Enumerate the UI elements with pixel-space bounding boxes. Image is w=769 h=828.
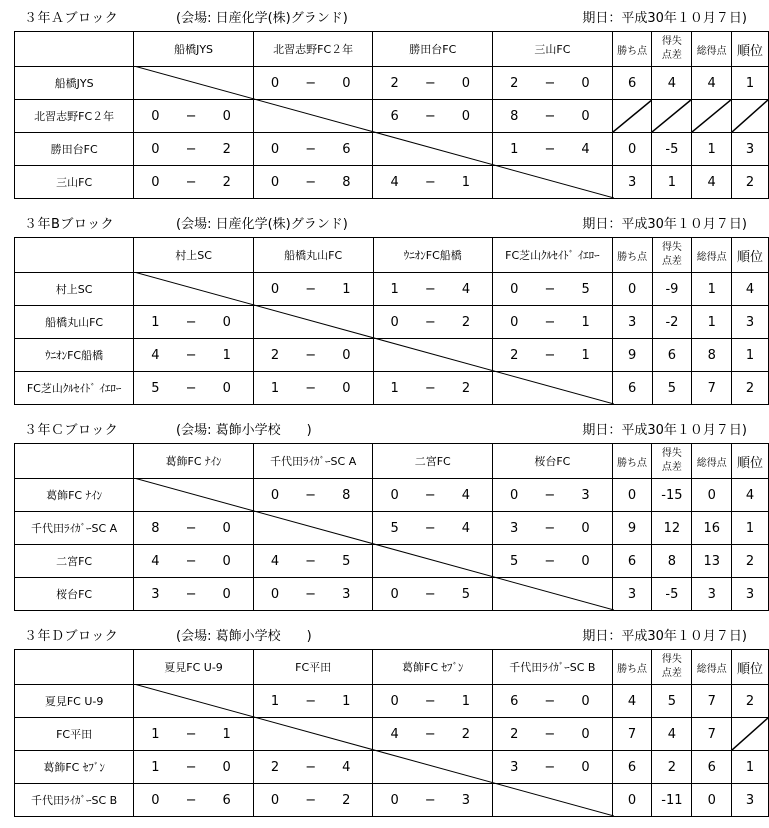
column-team-header: 三山FC <box>493 32 613 67</box>
score-home: 3 <box>510 759 519 775</box>
score-dash: − <box>424 586 436 602</box>
score-dash: − <box>185 759 197 775</box>
stat-wins: 3 <box>612 166 652 199</box>
score-home: 2 <box>390 75 399 91</box>
stat-diff: 5 <box>652 372 692 405</box>
score-away: 8 <box>342 487 351 503</box>
score-dash: − <box>185 520 197 536</box>
score-dash: − <box>424 108 436 124</box>
stat-rank: 4 <box>732 479 769 512</box>
score-home: 1 <box>151 314 160 330</box>
score-home: 0 <box>390 314 399 330</box>
score-dash: − <box>305 693 317 709</box>
stat-rank: 2 <box>732 166 769 199</box>
block-venue: (会場: 葛飾小学校 ) <box>176 423 312 438</box>
score-away: 2 <box>461 380 471 396</box>
score-dash: − <box>305 792 317 808</box>
score-dash: − <box>185 347 197 363</box>
score-away: 0 <box>222 108 231 124</box>
header-wins: 勝ち点 <box>612 650 652 685</box>
header-rank: 順位 <box>732 238 769 273</box>
score-dash: − <box>185 726 197 742</box>
score-home: 1 <box>390 380 399 396</box>
score-dash: − <box>424 174 436 190</box>
row-team-name: ｳﾆｵﾝFC船橋 <box>15 339 134 372</box>
stat-rank: 3 <box>732 784 769 817</box>
score-dash: − <box>305 586 317 602</box>
block-header <box>0 622 769 642</box>
score-home: 3 <box>151 586 160 602</box>
cell-slash-line <box>613 100 652 132</box>
stat-wins: 3 <box>612 578 652 611</box>
score-home: 1 <box>270 380 280 396</box>
score-home: 5 <box>151 380 160 396</box>
stat-goals: 4 <box>692 166 732 199</box>
score-away: 2 <box>342 792 351 808</box>
stat-wins: 4 <box>612 685 652 718</box>
score-dash: − <box>544 487 556 503</box>
header-row <box>15 650 769 685</box>
block-date: 期日：平成30年１０月７日) <box>582 217 747 232</box>
self-match-diagonal <box>134 66 614 198</box>
score-dash: − <box>305 759 317 775</box>
score-away: 0 <box>581 108 590 124</box>
score-dash: − <box>424 75 436 91</box>
score-dash: − <box>305 347 317 363</box>
row-team-name: 三山FC <box>15 166 134 199</box>
corner-cell <box>15 238 134 273</box>
column-team-header: 葛飾FC ｾﾌﾞﾝ <box>373 650 493 685</box>
column-team-header: 桜台FC <box>493 444 613 479</box>
block-2 <box>0 416 769 602</box>
header-diff: 得失 点差 <box>652 650 692 685</box>
score-home: 0 <box>510 487 519 503</box>
score-away: 4 <box>461 520 471 536</box>
stat-rank: 2 <box>732 372 769 405</box>
score-dash: − <box>185 380 197 396</box>
stat-rank: 2 <box>732 545 769 578</box>
stat-wins: 0 <box>612 784 652 817</box>
stat-goals: 3 <box>692 578 732 611</box>
column-team-header: 船橋JYS <box>134 32 254 67</box>
score-dash: − <box>305 281 317 297</box>
block-date: 期日：平成30年１０月７日) <box>582 423 747 438</box>
score-home: 0 <box>151 108 160 124</box>
column-team-header: 村上SC <box>134 238 254 273</box>
stat-diff: 4 <box>652 67 692 100</box>
header-diff: 得失 点差 <box>652 32 692 67</box>
block-name: ３年Bブロック <box>24 217 115 232</box>
score-home: 2 <box>270 347 280 363</box>
stat-wins: 0 <box>612 133 652 166</box>
header-wins: 勝ち点 <box>612 444 652 479</box>
score-home: 4 <box>270 553 280 569</box>
stat-rank: 3 <box>732 306 769 339</box>
stat-goals: 7 <box>692 685 732 718</box>
score-dash: − <box>185 174 197 190</box>
stat-goals: 8 <box>692 339 732 372</box>
row-team-name: 船橋JYS <box>15 67 134 100</box>
block-header <box>0 210 769 230</box>
score-dash: − <box>185 586 197 602</box>
score-away: 3 <box>581 487 590 503</box>
row-team-name: 葛飾FC ﾅｲﾝ <box>15 479 134 512</box>
stat-diff: 4 <box>652 718 692 751</box>
score-dash: − <box>424 380 436 396</box>
column-team-header: 二宮FC <box>373 444 493 479</box>
column-team-header: 勝田台FC <box>373 32 493 67</box>
column-team-header: 千代田ﾗｲｶﾞｰSC B <box>493 650 613 685</box>
score-away: 2 <box>222 174 231 190</box>
score-home: 0 <box>390 487 399 503</box>
score-home: 0 <box>510 281 519 297</box>
stat-wins: 9 <box>612 512 652 545</box>
score-away: 1 <box>342 693 351 709</box>
header-row <box>15 238 769 273</box>
header-diff: 得失 点差 <box>652 238 692 273</box>
header-wins: 勝ち点 <box>612 238 652 273</box>
stat-rank: 3 <box>732 133 769 166</box>
stat-diff: 8 <box>652 545 692 578</box>
row-team-name: 千代田ﾗｲｶﾞｰSC A <box>15 512 134 545</box>
row-team-name: 桜台FC <box>15 578 134 611</box>
stat-rank: 1 <box>732 67 769 100</box>
score-away: 0 <box>222 314 231 330</box>
score-away: 6 <box>222 792 231 808</box>
column-team-header: FC平田 <box>253 650 373 685</box>
score-away: 0 <box>461 75 471 91</box>
slashed-cell <box>732 718 769 751</box>
score-dash: − <box>544 347 556 363</box>
stat-goals: 1 <box>692 273 732 306</box>
score-home: 0 <box>270 281 280 297</box>
header-goals: 総得点 <box>692 238 732 273</box>
block-header <box>0 416 769 436</box>
score-away: 1 <box>581 347 590 363</box>
header-diff: 得失 点差 <box>652 444 692 479</box>
score-dash: − <box>424 726 436 742</box>
score-away: 5 <box>461 586 471 602</box>
stat-goals: 0 <box>692 784 732 817</box>
header-goals: 総得点 <box>692 650 732 685</box>
header-rank: 順位 <box>732 650 769 685</box>
cell-slash-line <box>692 100 731 132</box>
score-home: 0 <box>510 314 519 330</box>
score-dash: − <box>424 314 436 330</box>
corner-cell <box>15 444 134 479</box>
column-team-header: ｳﾆｵﾝFC船橋 <box>373 238 493 273</box>
score-dash: − <box>544 553 556 569</box>
score-dash: − <box>305 487 317 503</box>
score-home: 0 <box>151 792 160 808</box>
stat-goals: 1 <box>692 133 732 166</box>
score-away: 3 <box>342 586 351 602</box>
block-header <box>0 4 769 24</box>
slashed-cell <box>652 100 692 133</box>
stat-wins: 0 <box>612 479 652 512</box>
score-dash: − <box>185 314 197 330</box>
score-dash: − <box>185 108 197 124</box>
score-home: 2 <box>270 759 280 775</box>
score-dash: − <box>424 792 436 808</box>
score-home: 4 <box>151 347 160 363</box>
stat-wins: 7 <box>612 718 652 751</box>
score-away: 0 <box>222 520 231 536</box>
stat-rank: 2 <box>732 685 769 718</box>
score-home: 2 <box>510 347 519 363</box>
stat-diff: 12 <box>652 512 692 545</box>
score-home: 0 <box>270 75 280 91</box>
score-away: 8 <box>342 174 351 190</box>
header-rank: 順位 <box>732 32 769 67</box>
cell-slash-line <box>732 718 768 750</box>
score-dash: − <box>424 281 436 297</box>
score-away: 1 <box>581 314 590 330</box>
score-home: 5 <box>510 553 519 569</box>
stat-diff: -5 <box>652 578 692 611</box>
stat-rank: 4 <box>732 273 769 306</box>
score-dash: − <box>544 108 556 124</box>
stat-wins: 6 <box>612 67 652 100</box>
score-dash: − <box>185 792 197 808</box>
corner-cell <box>15 650 134 685</box>
score-away: 2 <box>222 141 231 157</box>
row-team-name: 二宮FC <box>15 545 134 578</box>
stat-diff: -9 <box>652 273 692 306</box>
score-away: 0 <box>461 108 471 124</box>
score-away: 0 <box>342 347 351 363</box>
score-dash: − <box>544 281 556 297</box>
score-home: 0 <box>270 141 280 157</box>
score-away: 0 <box>581 553 590 569</box>
stat-diff: -5 <box>652 133 692 166</box>
stat-rank: 1 <box>732 751 769 784</box>
header-wins: 勝ち点 <box>612 32 652 67</box>
column-team-header: 千代田ﾗｲｶﾞｰSC A <box>253 444 373 479</box>
score-dash: − <box>544 75 556 91</box>
stat-diff: 2 <box>652 751 692 784</box>
score-away: 1 <box>222 726 231 742</box>
score-away: 4 <box>342 759 351 775</box>
score-away: 3 <box>461 792 471 808</box>
score-away: 6 <box>342 141 351 157</box>
block-date: 期日：平成30年１０月７日) <box>582 629 747 644</box>
slashed-cell <box>732 100 769 133</box>
score-away: 0 <box>222 759 231 775</box>
score-dash: − <box>305 75 317 91</box>
block-venue: (会場: 葛飾小学校 ) <box>176 629 312 644</box>
score-away: 5 <box>342 553 351 569</box>
stat-diff: 6 <box>652 339 692 372</box>
score-home: 1 <box>270 693 280 709</box>
stat-goals: 0 <box>692 479 732 512</box>
score-home: 0 <box>151 141 160 157</box>
score-home: 0 <box>151 174 160 190</box>
stat-rank: 3 <box>732 578 769 611</box>
self-match-diagonal <box>134 478 614 610</box>
score-home: 5 <box>390 520 399 536</box>
slashed-cell <box>612 100 652 133</box>
score-away: 1 <box>461 174 471 190</box>
block-name: ３年Ｄブロック <box>24 629 119 644</box>
column-team-header: 北習志野FC２年 <box>253 32 373 67</box>
score-dash: − <box>305 380 317 396</box>
score-away: 0 <box>342 380 351 396</box>
header-row <box>15 32 769 67</box>
score-home: 1 <box>510 141 519 157</box>
row-team-name: FC平田 <box>15 718 134 751</box>
block-0 <box>0 4 769 190</box>
score-dash: − <box>424 520 436 536</box>
score-home: 6 <box>390 108 399 124</box>
score-away: 4 <box>581 141 590 157</box>
stat-wins: 0 <box>612 273 652 306</box>
block-name: ３年Ａブロック <box>24 11 119 26</box>
header-goals: 総得点 <box>692 32 732 67</box>
score-away: 0 <box>222 380 231 396</box>
cell-slash-line <box>732 100 768 132</box>
score-away: 0 <box>581 726 590 742</box>
stat-diff: -11 <box>652 784 692 817</box>
column-team-header: 夏見FC U-9 <box>134 650 254 685</box>
self-match-diagonal <box>134 272 614 404</box>
row-team-name: 葛飾FC ｾﾌﾞﾝ <box>15 751 134 784</box>
score-dash: − <box>305 141 317 157</box>
score-home: 4 <box>151 553 160 569</box>
score-home: 8 <box>151 520 160 536</box>
score-away: 0 <box>222 586 231 602</box>
score-away: 0 <box>581 693 590 709</box>
score-away: 0 <box>342 75 351 91</box>
block-name: ３年Ｃブロック <box>24 423 119 438</box>
score-away: 2 <box>461 314 471 330</box>
score-away: 0 <box>581 75 590 91</box>
stat-rank: 1 <box>732 339 769 372</box>
stat-diff: 1 <box>652 166 692 199</box>
header-row <box>15 444 769 479</box>
score-away: 1 <box>222 347 231 363</box>
self-match-diagonal <box>134 684 614 816</box>
score-dash: − <box>544 520 556 536</box>
score-home: 4 <box>390 726 399 742</box>
score-home: 2 <box>510 75 519 91</box>
row-team-name: 千代田ﾗｲｶﾞｰSC B <box>15 784 134 817</box>
stat-diff: -2 <box>652 306 692 339</box>
score-away: 0 <box>581 520 590 536</box>
score-away: 1 <box>461 693 471 709</box>
corner-cell <box>15 32 134 67</box>
stat-diff: -15 <box>652 479 692 512</box>
score-dash: − <box>185 141 197 157</box>
row-team-name: 勝田台FC <box>15 133 134 166</box>
stat-wins: 6 <box>612 372 652 405</box>
score-home: 1 <box>151 759 160 775</box>
stat-goals: 1 <box>692 306 732 339</box>
score-home: 0 <box>390 586 399 602</box>
row-team-name: FC芝山ｸﾙｾｲﾄﾞ ｲｴﾛｰ <box>15 372 134 405</box>
stat-goals: 13 <box>692 545 732 578</box>
score-home: 0 <box>270 174 280 190</box>
column-team-header: 葛飾FC ﾅｲﾝ <box>134 444 254 479</box>
column-team-header: 船橋丸山FC <box>253 238 373 273</box>
score-away: 1 <box>342 281 351 297</box>
column-team-header: FC芝山ｸﾙｾｲﾄﾞ ｲｴﾛｰ <box>493 238 613 273</box>
stat-goals: 4 <box>692 67 732 100</box>
row-team-name: 村上SC <box>15 273 134 306</box>
score-home: 0 <box>390 792 399 808</box>
score-dash: − <box>544 314 556 330</box>
score-home: 4 <box>390 174 399 190</box>
stat-goals: 7 <box>692 718 732 751</box>
score-home: 8 <box>510 108 519 124</box>
stat-wins: 3 <box>612 306 652 339</box>
row-team-name: 北習志野FC２年 <box>15 100 134 133</box>
cell-slash-line <box>652 100 691 132</box>
score-home: 2 <box>510 726 519 742</box>
score-away: 2 <box>461 726 471 742</box>
score-home: 0 <box>270 792 280 808</box>
score-dash: − <box>544 693 556 709</box>
score-home: 0 <box>270 586 280 602</box>
score-dash: − <box>544 759 556 775</box>
stat-rank: 1 <box>732 512 769 545</box>
score-away: 4 <box>461 281 471 297</box>
block-1 <box>0 210 769 396</box>
score-away: 5 <box>581 281 590 297</box>
block-venue: (会場: 日産化学(株)グランド) <box>176 11 348 26</box>
stat-wins: 6 <box>612 545 652 578</box>
stat-diff: 5 <box>652 685 692 718</box>
score-home: 6 <box>510 693 519 709</box>
stat-goals: 7 <box>692 372 732 405</box>
block-venue: (会場: 日産化学(株)グランド) <box>176 217 348 232</box>
score-away: 0 <box>581 759 590 775</box>
score-dash: − <box>544 141 556 157</box>
row-team-name: 夏見FC U-9 <box>15 685 134 718</box>
score-dash: − <box>305 553 317 569</box>
score-home: 3 <box>510 520 519 536</box>
stat-goals: 6 <box>692 751 732 784</box>
block-3 <box>0 622 769 808</box>
score-home: 0 <box>390 693 399 709</box>
stat-goals: 16 <box>692 512 732 545</box>
score-away: 0 <box>222 553 231 569</box>
score-dash: − <box>185 553 197 569</box>
score-home: 1 <box>390 281 399 297</box>
block-date: 期日：平成30年１０月７日) <box>582 11 747 26</box>
score-home: 1 <box>151 726 160 742</box>
score-away: 4 <box>461 487 471 503</box>
score-dash: − <box>544 726 556 742</box>
row-team-name: 船橋丸山FC <box>15 306 134 339</box>
score-home: 0 <box>270 487 280 503</box>
stat-wins: 9 <box>612 339 652 372</box>
header-goals: 総得点 <box>692 444 732 479</box>
score-dash: − <box>424 487 436 503</box>
score-dash: − <box>424 693 436 709</box>
stat-wins: 6 <box>612 751 652 784</box>
slashed-cell <box>692 100 732 133</box>
score-dash: − <box>305 174 317 190</box>
header-rank: 順位 <box>732 444 769 479</box>
